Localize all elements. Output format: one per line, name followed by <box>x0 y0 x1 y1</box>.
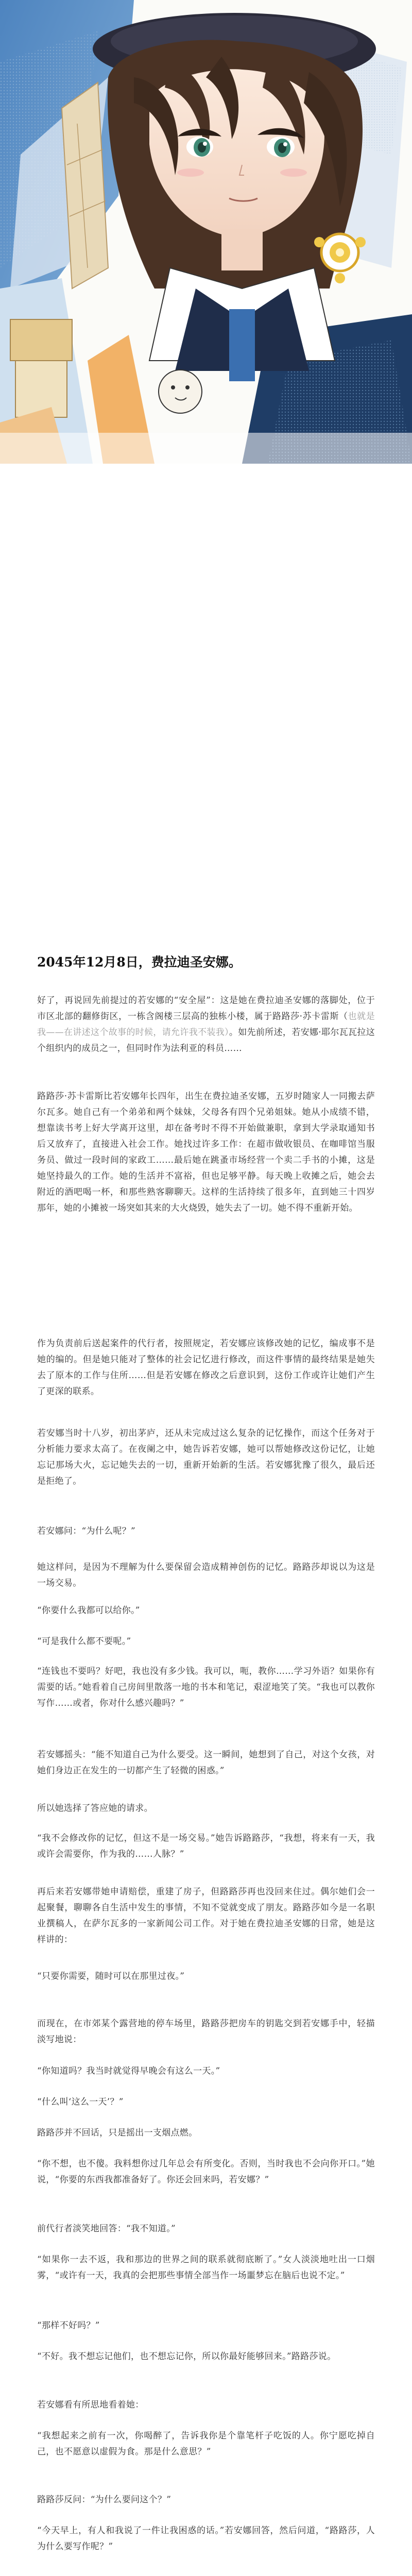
paragraph: “如果你一去不返，我和那边的世界之间的联系就彻底断了。”女人淡淡地吐出一口烟雾，“或许有一天，我真的会把那些事情全部当作一场噩梦忘在脑后也说不定。” <box>37 2255 375 2281</box>
paragraph: 若安娜问：“为什么呢？” <box>37 1526 135 1536</box>
article <box>0 464 412 2552</box>
paragraph: 好了，再说回先前提过的若安娜的“安全屋”：这是她在费拉迪圣安娜的落脚处，位于市区北部的翻修街区，一栋含阁楼三层高的独栋小楼，属于路路莎·苏卡雷斯（也就是我——在讲述这个故事的时候，请允许我不装我）。如先前所述，若安娜·耶尔瓦瓦拉这个组织内的成员之一，但同时作为法利亚的科员…… <box>37 995 375 1054</box>
paragraph: 前代行者淡笑地回答：“我不知道。” <box>37 2224 176 2234</box>
paragraph: “你不想，也不傻。我料想你过几年总会有所变化。否则，当时我也不会向你开口。”她说，“你要的东西我都准备好了。你还会回来吗，若安娜？” <box>37 2159 375 2185</box>
paragraph: “只要你需要，随时可以在那里过夜。” <box>37 1971 185 1981</box>
paragraph: 路路莎反问：“为什么要问这个？” <box>37 2495 171 2505</box>
paragraph: “你知道吗？我当时就觉得早晚会有这么一天。” <box>37 2066 220 2076</box>
paragraph: “你要什么我都可以给你。” <box>37 1605 140 1616</box>
paragraph: “我不会修改你的记忆，但这不是一场交易。”她告诉路路莎，“我想，将来有一天，我或许会需要你，作为我的……人脉？” <box>37 1833 375 1859</box>
paragraph: 若安娜摇头：“能不知道自己为什么要受。这一瞬间，她想到了自己，对这个女孩，对她们身边正在发生的一切都产生了轻微的困惑。” <box>37 1750 375 1776</box>
paragraph: “今天早上，有人和我说了一件让我困惑的话。”若安娜回答，然后问道，“路路莎，人为什么要写作呢？” <box>37 2526 375 2552</box>
paragraph: “我想起来之前有一次，你喝醉了，告诉我你是个靠笔杆子吃饭的人。你宁愿吃掉自己，也不愿意以虚假为食。那是什么意思？” <box>37 2431 375 2457</box>
paragraph: “那样不好吗？” <box>37 2320 100 2331</box>
paragraph: 所以她选择了答应她的请求。 <box>37 1803 153 1814</box>
paragraph: 作为负责前后送起案件的代行者，按照规定，若安娜应该修改她的记忆，编成事不是她的编的。但是她只能对了整体的社会记忆进行修改，而这件事情的最终结果是她失去了原本的工作与住所……但是若安娜在修改之后意识到，这份工作或许让她们产生了更深的联系。 <box>37 1338 375 1397</box>
paragraph: 路路莎并不回话，只是摇出一支烟点燃。 <box>37 2128 198 2138</box>
paragraph: “连钱也不要吗？好吧，我也没有多少钱。我可以，呃，教你……学习外语？如果你有需要的话。”她看着自己房间里散落一地的书本和笔记，艰涩地笑了笑。“我也可以教你写作……或者，你对什么感兴趣吗？” <box>37 1666 375 1708</box>
paragraph: 再后来若安娜带她申请赔偿，重建了房子，但路路莎再也没回来住过。偶尔她们会一起聚餐，聊聊各自生活中发生的事情，不知不觉就变成了朋友。路路莎如今是一名职业撰稿人，在萨尔瓦多的一家新闻公司工作。对于她在费拉迪圣安娜的日常，她是这样讲的： <box>37 1887 375 1945</box>
paragraph: “可是我什么都不要呢。” <box>37 1636 131 1647</box>
paragraph: 而现在，在市郊某个露营地的停车场里，路路莎把房车的钥匙交到若安娜手中，轻描淡写地说： <box>37 2019 375 2045</box>
paragraph: 路路莎·苏卡雷斯比若安娜年长四年，出生在费拉迪圣安娜，五岁时随家人一同搬去萨尔瓦多。她自己有一个弟弟和两个妹妹，父母各有四个兄弟姐妹。她从小成绩不错，想靠读书考上好大学离开这里，却在备考时不得不开始做兼职，拿到大学录取通知书后又放弃了，直接进入社会工作。她找过许多工作：在超市做收银员、在咖啡馆当服务员、做过一段时间的家政工……最后她在跳蚤市场经营一个卖二手书的小摊，这是她坚持最久的工作。她的生活并不富裕，但也足够平静。每天晚上收摊之后，她会去附近的酒吧喝一杯，和那些熟客聊聊天。这样的生活持续了很多年，直到她三十四岁那年，她的小摊被一场突如其来的大火烧毁，她失去了一切。她不得不重新开始。 <box>37 1091 375 1213</box>
paragraph: 若安娜看有所思地看着她： <box>37 2400 144 2410</box>
anime-character-illustration <box>0 0 412 464</box>
paragraph: 若安娜当时十八岁，初出茅庐，还从未完成过这么复杂的记忆操作，而这个任务对于分析能力要求太高了。在夜阑之中，她告诉若安娜，她可以帮她修改这份记忆，让她忘记那场大火，忘记她失去的一切，重新开始新的生活。若安娜犹豫了很久，最后还是拒绝了。 <box>37 1428 375 1486</box>
cover-illustration <box>0 0 412 464</box>
paragraph: “什么叫‘这么一天’？” <box>37 2097 124 2107</box>
article-title: 2045年12月8日，费拉迪圣安娜。 <box>37 955 242 970</box>
paragraph: 她这样问，是因为不理解为什么要保留会造成精神创伤的记忆。路路莎却说以为这是一场交易。 <box>37 1562 375 1588</box>
paragraph: “不好。我不想忘记他们，也不想忘记你，所以你最好能够回来。”路路莎说。 <box>37 2351 336 2362</box>
